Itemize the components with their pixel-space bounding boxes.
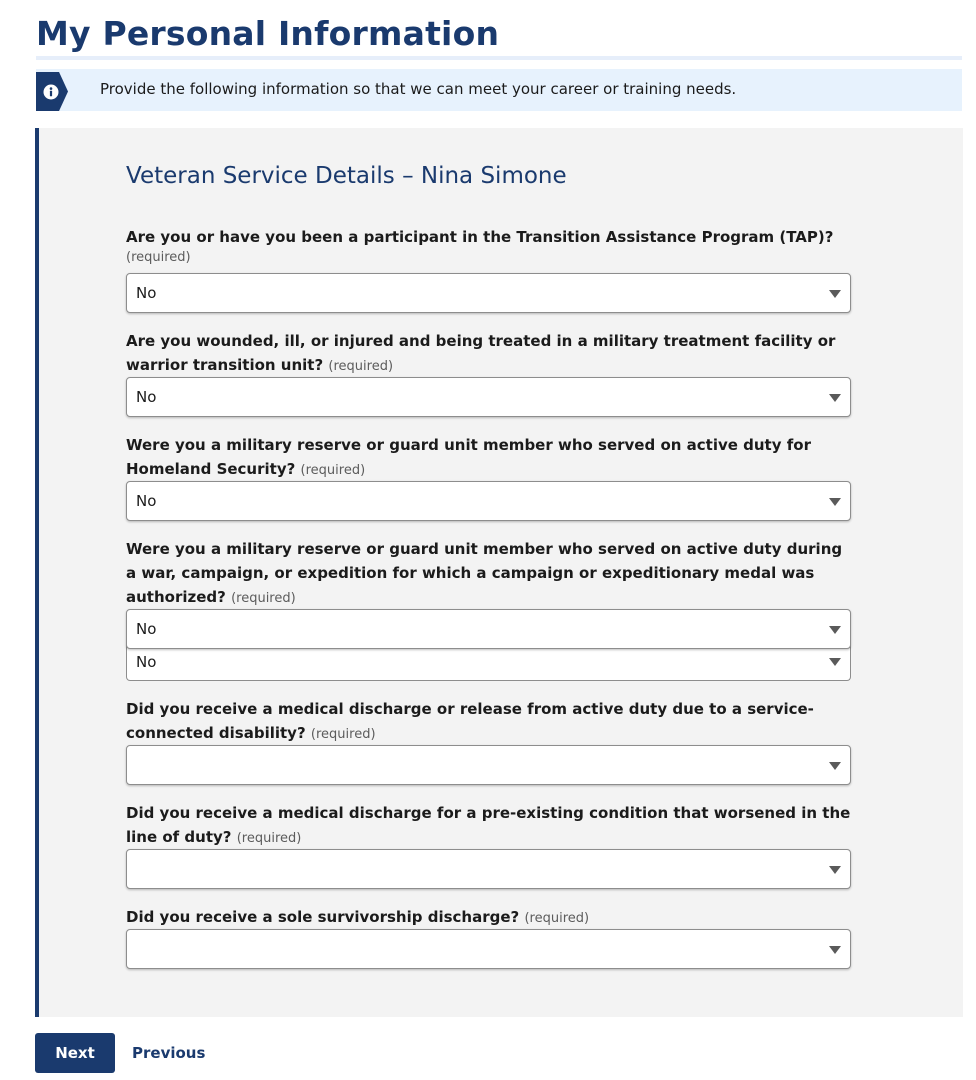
question-label: Did you receive a medical discharge or release from active duty due to a service-connected disability? (required) [126, 700, 814, 742]
chevron-down-icon [829, 946, 841, 954]
veteran-service-form [35, 128, 963, 1017]
required-marker: (required) [236, 831, 302, 846]
question-label: Are you or have you been a participant in the Transition Assistance Program (TAP)? (required) [126, 225, 851, 267]
pre-existing-condition-select[interactable] [126, 849, 851, 889]
question-label: Did you receive a sole survivorship discharge? (required) [126, 908, 590, 926]
tap-select[interactable] [126, 273, 851, 313]
info-icon [36, 72, 68, 111]
question-label: Were you a military reserve or guard unit member who served on active duty during a war, campaign, or expedition for which a campaign or expeditionary medal was authorized? (required) [126, 540, 843, 606]
question-medical-discharge [126, 697, 851, 747]
question-tap [126, 225, 851, 267]
required-marker: (required) [300, 463, 366, 478]
chevron-down-icon [829, 290, 841, 298]
chevron-down-icon [829, 498, 841, 506]
question-label: Were you a military reserve or guard unit member who served on active duty for Homeland Security? (required) [126, 436, 811, 478]
select-value: No [136, 492, 157, 510]
title-divider [36, 56, 962, 60]
campaign-medal-select[interactable] [126, 609, 851, 649]
next-button[interactable]: Next [35, 1033, 115, 1073]
page-title: My Personal Information [36, 14, 500, 53]
previous-link[interactable]: Previous [132, 1044, 206, 1062]
required-marker: (required) [126, 250, 191, 265]
required-marker: (required) [328, 359, 394, 374]
select-value: No [136, 388, 157, 406]
select-value: No [136, 653, 157, 671]
required-marker: (required) [231, 591, 296, 606]
question-label: Did you receive a medical discharge for a pre-existing condition that worsened in the line of duty? (required) [126, 804, 851, 846]
chevron-down-icon [829, 762, 841, 770]
required-marker: (required) [310, 727, 376, 742]
homeland-security-select[interactable] [126, 481, 851, 521]
sole-survivorship-select[interactable] [126, 929, 851, 969]
select-value: No [136, 284, 157, 302]
chevron-down-icon [829, 626, 841, 634]
medical-discharge-select[interactable] [126, 745, 851, 785]
banner-text: Provide the following information so that we can meet your career or training needs. [100, 80, 737, 98]
chevron-down-icon [829, 866, 841, 874]
question-label: Are you wounded, ill, or injured and being treated in a military treatment facility or warrior transition unit? (required) [126, 332, 836, 374]
question-homeland-security [126, 433, 851, 483]
select-value: No [136, 620, 157, 638]
required-marker: (required) [524, 911, 590, 926]
chevron-down-icon [829, 658, 841, 666]
info-banner [36, 69, 962, 111]
question-campaign-medal [126, 537, 851, 611]
wounded-select[interactable] [126, 377, 851, 417]
section-heading: Veteran Service Details – Nina Simone [126, 163, 567, 189]
question-sole-survivorship [126, 905, 851, 931]
question-pre-existing-condition [126, 801, 851, 851]
chevron-down-icon [829, 394, 841, 402]
question-wounded [126, 329, 851, 379]
